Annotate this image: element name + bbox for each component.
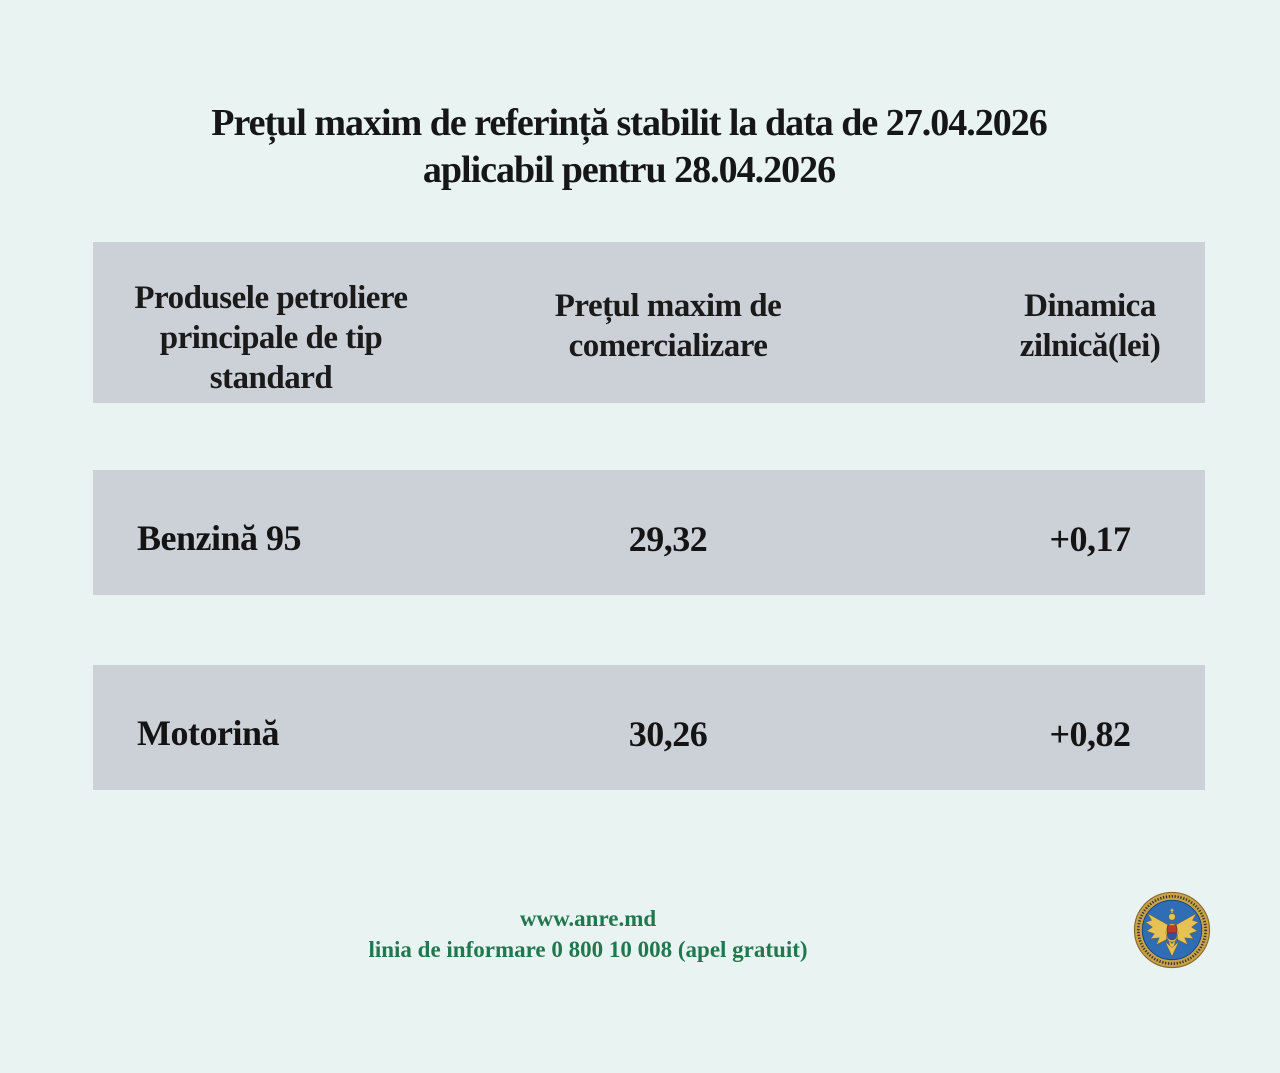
footer-infoline: linia de informare 0 800 10 008 (apel gratuit): [368, 937, 808, 962]
column-header-daily-dynamic-line-1: Dinamica: [1024, 288, 1156, 324]
dynamic-value-benzina: +0,17: [1049, 518, 1131, 559]
price-value-motorina: 30,26: [628, 713, 708, 754]
table-row-benzina-95: [93, 470, 1205, 595]
title-line-2: aplicabil pentru 28.04.2026: [422, 149, 836, 191]
dynamic-value-motorina: +0,82: [1049, 713, 1131, 754]
table-header-row: [93, 242, 1205, 403]
column-header-products-line-1: Produsele petroliere: [134, 280, 408, 316]
anre-moldova-seal-logo: [1133, 891, 1211, 969]
column-header-max-price-line-1: Prețul maxim de: [554, 288, 782, 324]
footer-website: www.anre.md: [519, 906, 657, 931]
column-header-max-price: [468, 286, 868, 366]
footer-contact-block: [0, 903, 1176, 965]
column-header-products-line-3: standard: [209, 360, 333, 396]
column-header-daily-dynamic: [940, 286, 1240, 366]
column-header-max-price-line-2: comercializare: [568, 328, 768, 364]
column-header-products-line-2: principale de tip: [159, 320, 383, 356]
anre-seal-icon: [1133, 891, 1211, 969]
product-name-motorina: Motorină: [137, 712, 279, 753]
title-line-1: Prețul maxim de referință stabilit la data de 27.04.2026: [211, 102, 1047, 144]
product-name-benzina: Benzină 95: [137, 517, 302, 558]
table-row-motorina: [93, 665, 1205, 790]
price-value-benzina: 29,32: [628, 518, 708, 559]
page-title: [0, 100, 1269, 194]
column-header-daily-dynamic-line-2: zilnică(lei): [1019, 328, 1161, 364]
column-header-products: [93, 278, 449, 398]
